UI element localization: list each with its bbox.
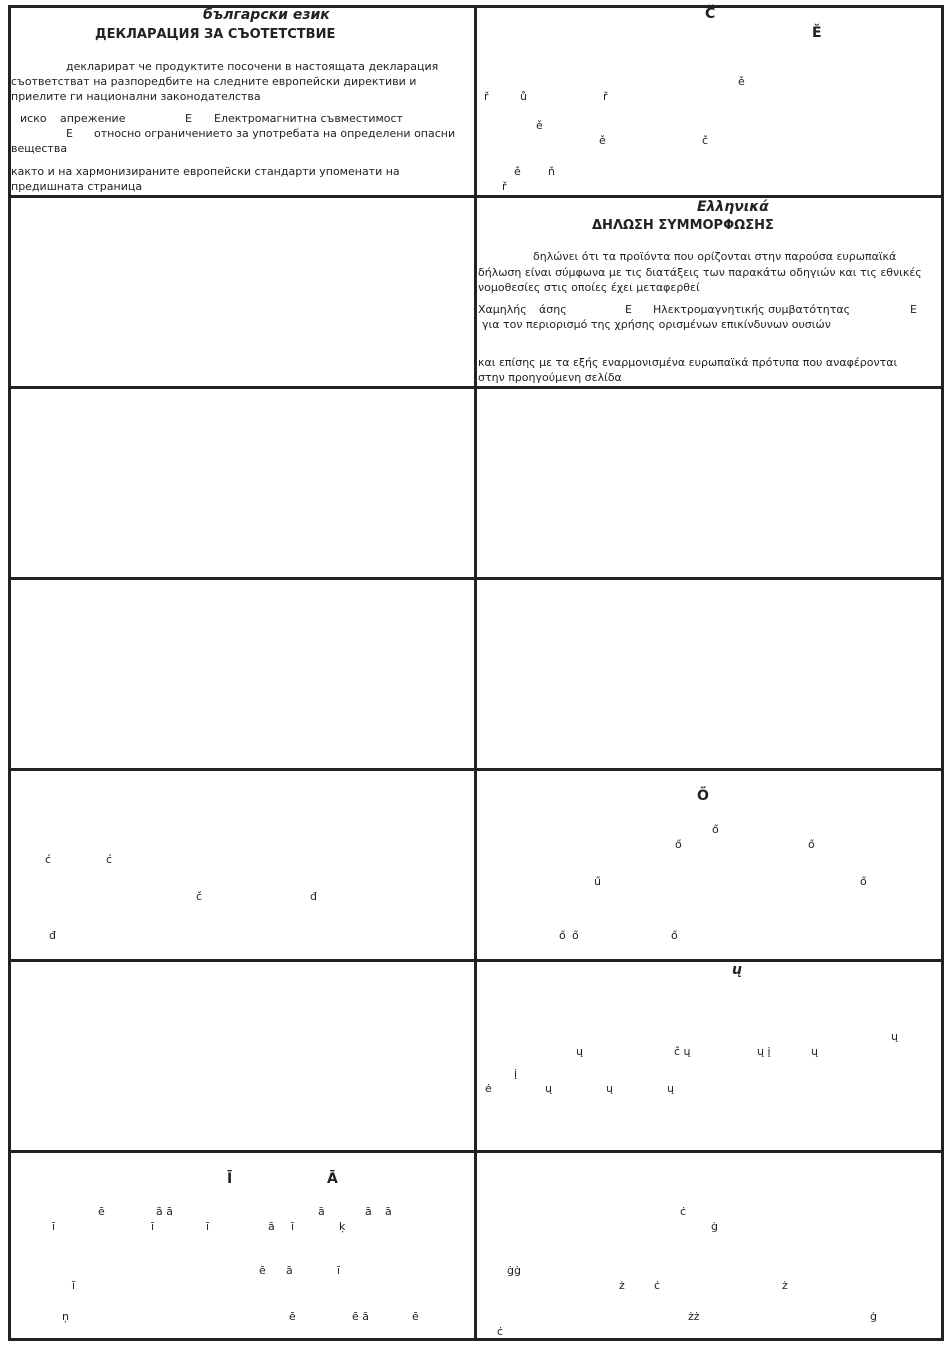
glyph: ē ā (352, 1310, 370, 1323)
text-fragment: апрежение (60, 112, 126, 125)
glyph: ű (594, 875, 601, 888)
glyph: ī (337, 1264, 341, 1277)
glyph: ġ (870, 1310, 877, 1323)
text-fragment: Електромагнитна съвместимост (214, 112, 403, 125)
section-heading: Ī (227, 1171, 233, 1187)
glyph: żż (688, 1310, 700, 1323)
glyph: ő (559, 929, 566, 942)
glyph: ā (365, 1205, 372, 1218)
glyph: ē (259, 1264, 266, 1277)
text-fragment: Χαμηλής (478, 303, 527, 316)
glyph: ő (860, 875, 867, 888)
text-fragment: Ε (910, 303, 917, 316)
glyph: ć (106, 853, 113, 866)
glyph: ų (576, 1045, 583, 1058)
text-line: вещества (11, 142, 68, 155)
text-line: декларират че продуктите посочени в настоящата декларация (66, 60, 439, 73)
text-line: предишната страница (11, 180, 143, 193)
text-fragment: иско (20, 112, 47, 125)
text-fragment: относно ограничението за употребата на определени опасни (94, 127, 456, 140)
text-line: приелите ги национални законодателства (11, 90, 261, 103)
glyph: ų (891, 1030, 898, 1043)
glyph: ī (52, 1220, 56, 1233)
row-divider (8, 768, 944, 771)
glyph: ā ā (156, 1205, 173, 1218)
row-divider (8, 959, 944, 962)
glyph: ň (548, 165, 555, 178)
glyph: ā (318, 1205, 325, 1218)
column-divider (474, 5, 477, 1341)
glyph: ő (671, 929, 678, 942)
section-heading: български език (203, 7, 330, 23)
text-line: για τον περιορισμό της χρήσης ορισμένων επικίνδυνων ουσιών (482, 318, 831, 331)
glyph: ų į (757, 1045, 771, 1058)
glyph: ř (484, 90, 489, 103)
glyph: ě (514, 165, 521, 178)
glyph: ī (151, 1220, 155, 1233)
glyph: ų (811, 1045, 818, 1058)
glyph: ā (268, 1220, 275, 1233)
text-line: съответстват на разпоредбите на следните европейски директиви и (11, 75, 417, 88)
text-fragment: Е (66, 127, 73, 140)
glyph: ġ (711, 1220, 718, 1233)
glyph: ě (738, 75, 745, 88)
text-fragment: Ηλεκτρομαγνητικής συμβατότητας (653, 303, 851, 316)
glyph: ő (675, 838, 682, 851)
row-divider (8, 1150, 944, 1153)
glyph: č (196, 890, 203, 903)
glyph: ā (286, 1264, 293, 1277)
section-title: Ě (812, 25, 822, 41)
section-heading: Ā (327, 1171, 338, 1187)
glyph: ċ (497, 1325, 504, 1338)
text-fragment: άσης (539, 303, 567, 316)
row-divider (8, 386, 944, 389)
section-heading: Ő (697, 788, 709, 804)
glyph: ě (536, 119, 543, 132)
glyph: ċ (654, 1279, 661, 1292)
glyph: ő (808, 838, 815, 851)
section-heading: Č (705, 6, 716, 22)
glyph: ķ (339, 1220, 346, 1233)
section-heading: ų (732, 962, 742, 978)
glyph: ų (667, 1082, 674, 1095)
glyph: ī (72, 1279, 76, 1292)
row-divider (8, 195, 944, 198)
glyph: ġġ (507, 1264, 521, 1277)
glyph: ā (385, 1205, 392, 1218)
glyph: đ (49, 929, 56, 942)
text-fragment: Ε (625, 303, 632, 316)
glyph: ż (782, 1279, 788, 1292)
glyph: ě (599, 134, 606, 147)
glyph: ř (502, 180, 507, 193)
glyph: č ų (674, 1045, 691, 1058)
text-line: και επίσης με τα εξής εναρμονισμένα ευρωπαϊκά πρότυπα που αναφέρονται (478, 356, 898, 369)
text-line: δήλωση είναι σύμφωνα με τις διατάξεις των παρακάτω οδηγιών και τις εθνικές (478, 266, 922, 279)
glyph: ů (520, 90, 527, 103)
text-fragment: Е (185, 112, 192, 125)
glyph: ē (412, 1310, 419, 1323)
glyph: ċ (680, 1205, 687, 1218)
glyph: ņ (62, 1310, 69, 1323)
glyph: ų (545, 1082, 552, 1095)
glyph: ī (291, 1220, 295, 1233)
glyph: ř (603, 90, 608, 103)
row-divider (8, 577, 944, 580)
text-line: νομοθεσίες στις οποίες έχει μεταφερθεί (478, 281, 700, 294)
text-line: στην προηγούμενη σελίδα (478, 371, 622, 384)
glyph: ī (206, 1220, 210, 1233)
text-line: δηλώνει ότι τα προϊόντα που ορίζονται στην παρούσα ευρωπαϊκά (533, 250, 897, 263)
glyph: į (514, 1067, 518, 1080)
glyph: ć (45, 853, 52, 866)
glyph: ē (98, 1205, 105, 1218)
glyph: ų (606, 1082, 613, 1095)
glyph: ė (485, 1082, 492, 1095)
section-title: ДЕКЛАРАЦИЯ ЗА СЪОТЕТСТВИЕ (95, 27, 336, 42)
section-heading: Ελληνικά (697, 199, 769, 215)
glyph: ő (712, 823, 719, 836)
glyph: ż (619, 1279, 625, 1292)
glyph: č (702, 134, 709, 147)
glyph: ē (289, 1310, 296, 1323)
text-line: както и на хармонизираните европейски стандарти упоменати на (11, 165, 400, 178)
glyph: ő (572, 929, 579, 942)
glyph: đ (310, 890, 317, 903)
section-title: ΔΗΛΩΣΗ ΣΥΜΜΟΡΦΩΣΗΣ (592, 218, 774, 233)
